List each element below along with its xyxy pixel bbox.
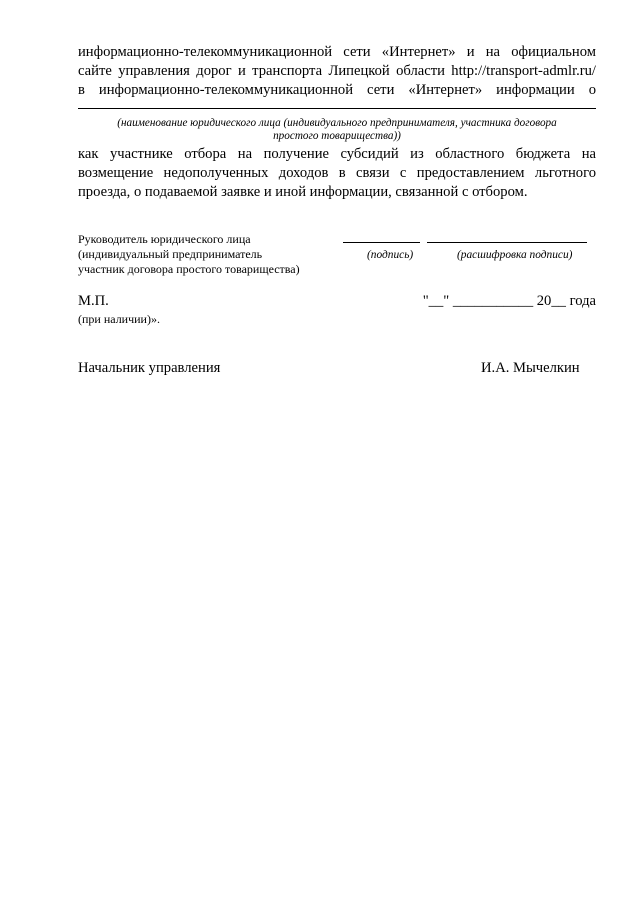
body-text-line-1: информационно-телекоммуникационной сети «Интернет» и на официальном — [78, 44, 596, 60]
body-text-line-6: проезда, о подаваемой заявке и иной информации, связанной с отбором. — [78, 184, 528, 200]
signature-caption: (подпись) — [367, 249, 414, 261]
footer-signatory-name: И.А. Мычелкин — [481, 360, 580, 376]
body-text-line-3: в информационно-телекоммуникационной сети «Интернет» информации о — [78, 82, 596, 98]
stamp-label: М.П. — [78, 293, 109, 309]
footer-position: Начальник управления — [78, 360, 221, 376]
body-text-line-5: возмещение недополученных доходов в связи с предоставлением льготного — [78, 165, 596, 181]
signature-decoding-line — [427, 242, 587, 243]
head-role-line-3: участник договора простого товарищества) — [78, 262, 300, 276]
organization-caption-line-1: (наименование юридического лица (индивидуального предпринимателя, участника договора — [117, 117, 557, 129]
head-role-line-1: Руководитель юридического лица — [78, 232, 251, 246]
organization-caption-line-2: простого товарищества)) — [273, 130, 401, 142]
head-role-line-2: (индивидуальный предприниматель — [78, 247, 263, 261]
organization-fill-line — [78, 108, 596, 109]
body-text-line-2: сайте управления дорог и транспорта Липецкой области http://transport-admlr.ru/ — [78, 63, 596, 79]
stamp-note: (при наличии)». — [78, 312, 160, 326]
signature-line — [343, 242, 420, 243]
date-field: "__" ___________ 20__ года — [422, 293, 596, 309]
signature-decoding-caption: (расшифровка подписи) — [457, 249, 573, 261]
body-text-line-4: как участнике отбора на получение субсидий из областного бюджета на — [78, 146, 596, 162]
